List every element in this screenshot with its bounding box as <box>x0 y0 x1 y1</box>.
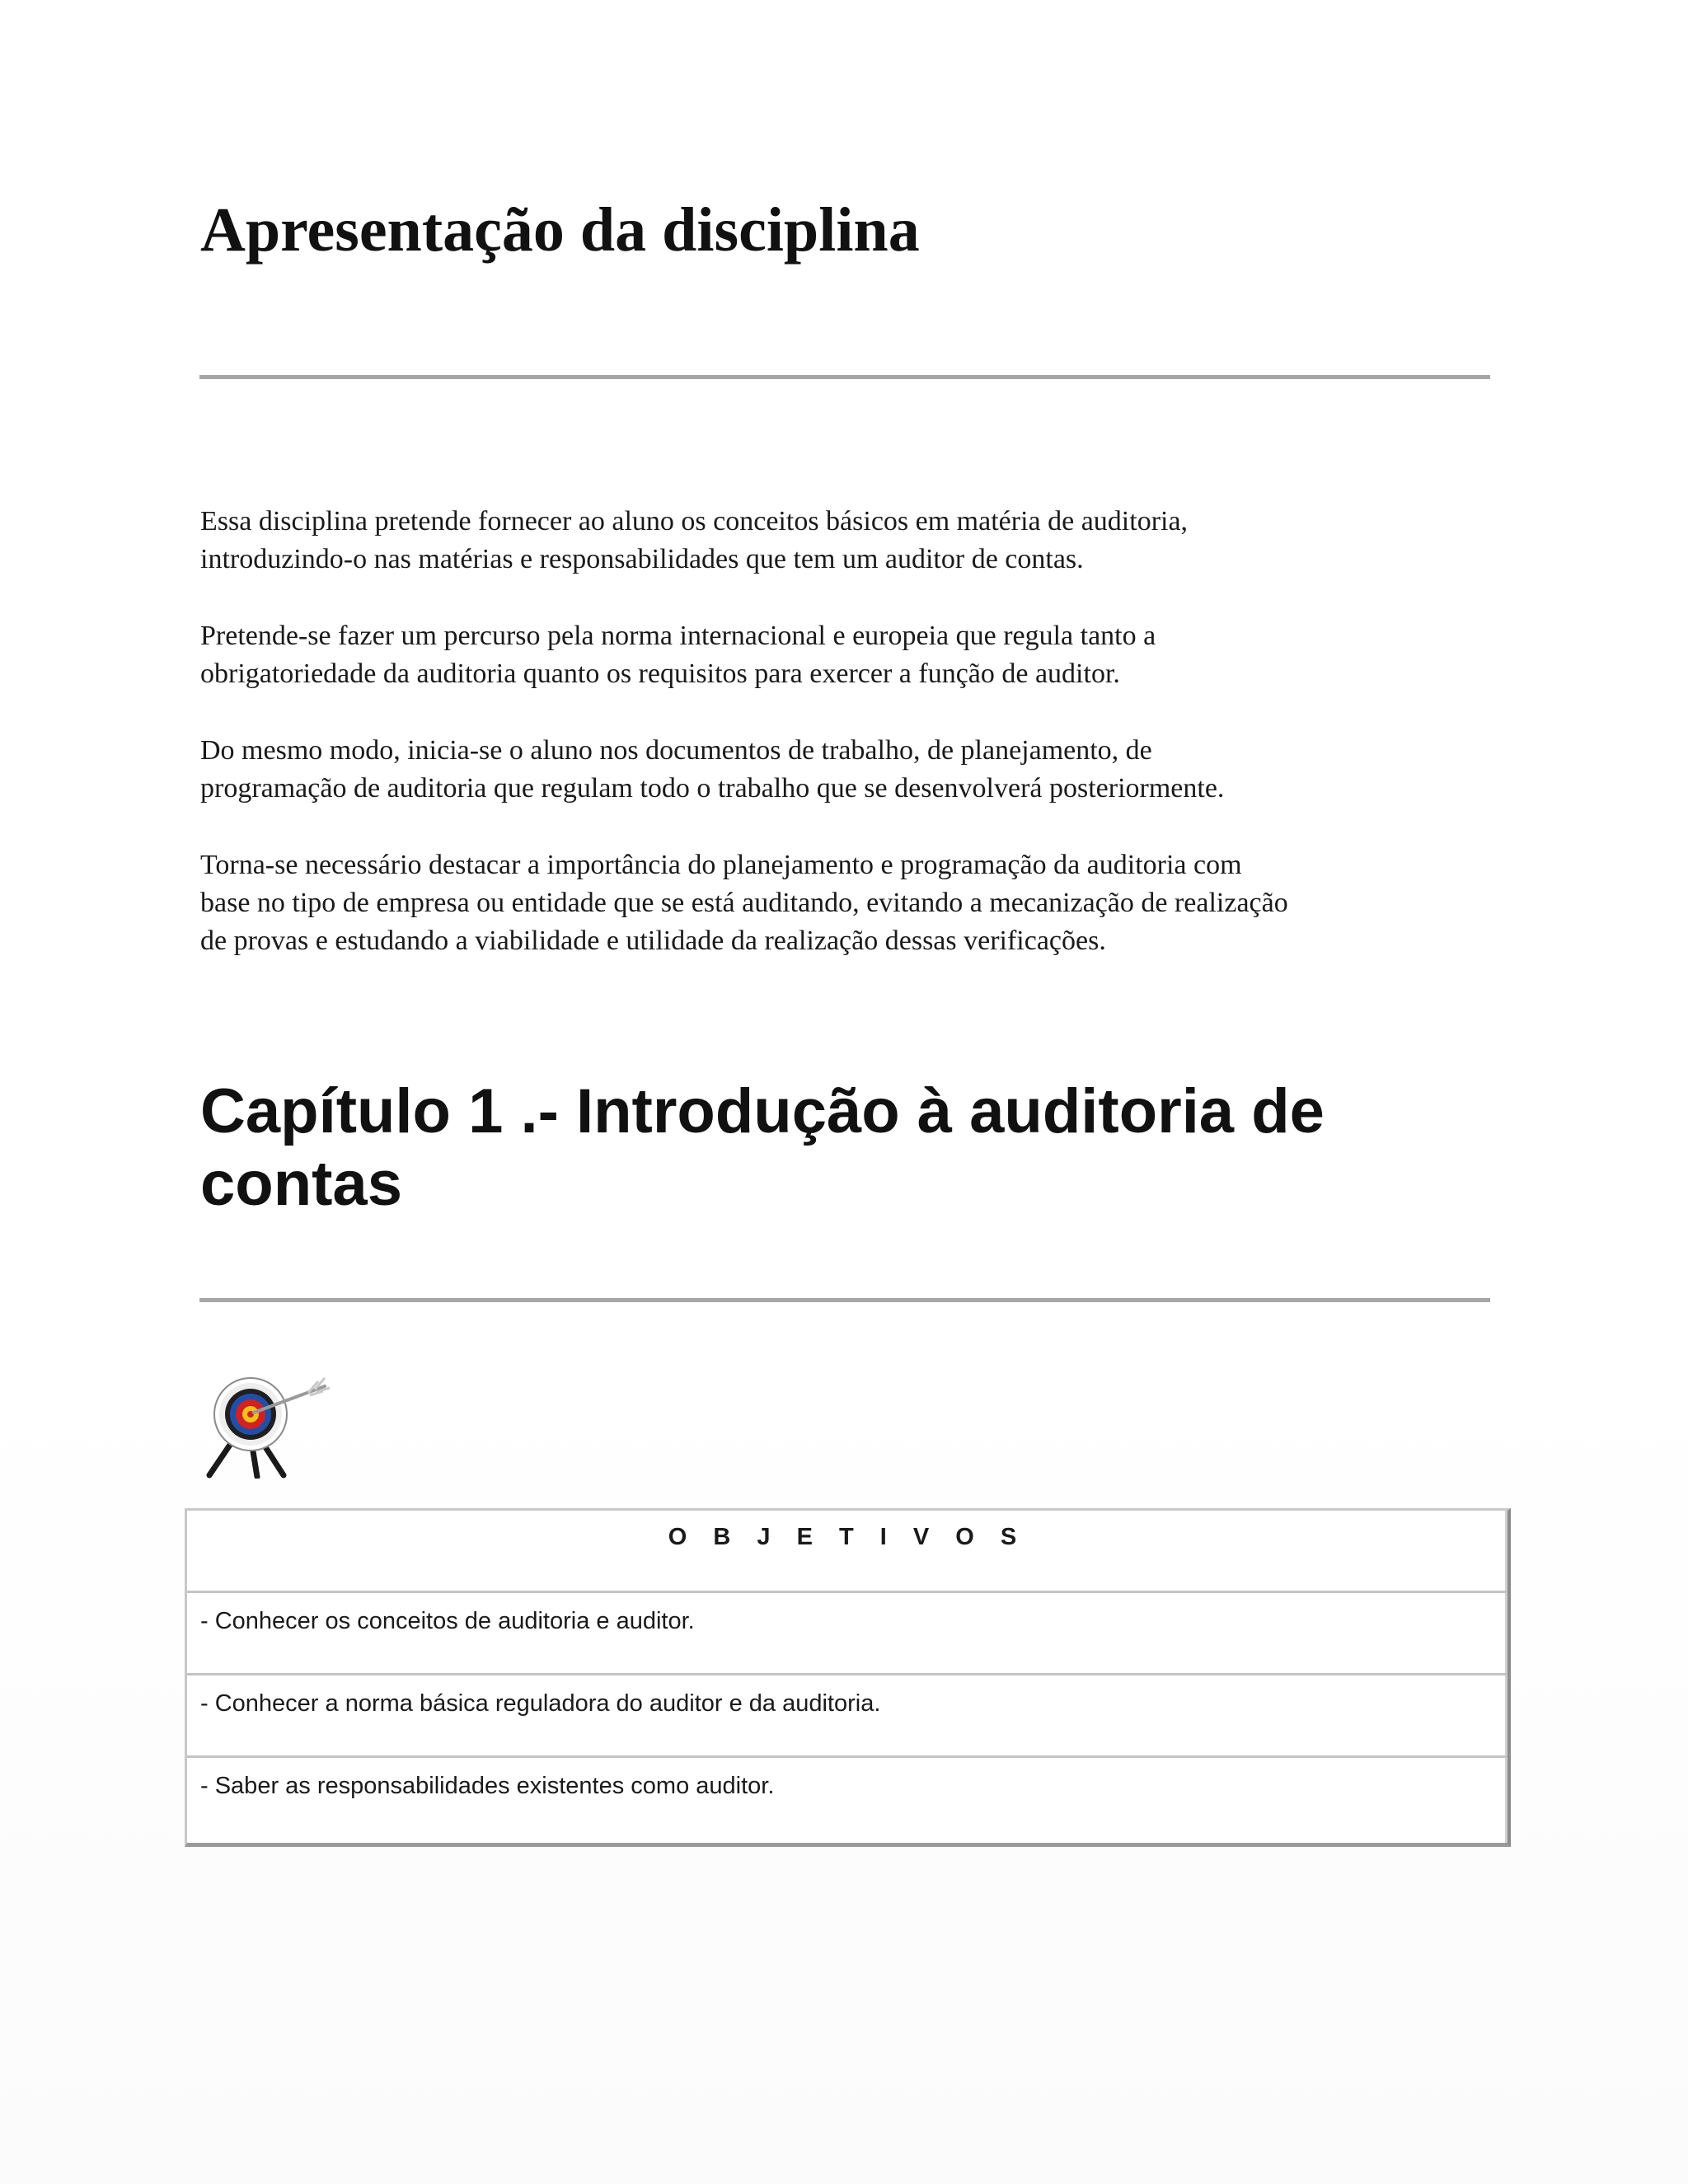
text-line: Essa disciplina pretende fornecer ao aluno os conceitos básicos em matéria de auditoria, <box>200 506 1189 537</box>
chapter-title-line: Capítulo 1 .- Introdução à auditoria de <box>200 1076 1325 1146</box>
text-line: introduzindo-o nas matérias e responsabilidades que tem um auditor de contas. <box>200 544 1084 574</box>
text-line: obrigatoriedade da auditoria quanto os requisitos para exercer a função de auditor. <box>200 658 1120 689</box>
paragraph <box>200 503 1519 579</box>
text-line: Do mesmo modo, inicia-se o aluno nos documentos de trabalho, de planejamento, de <box>200 735 1152 766</box>
objective-item: - Conhecer a norma básica reguladora do auditor e da auditoria. <box>187 1675 1507 1758</box>
paragraph <box>200 617 1519 693</box>
chapter-title-line: contas <box>200 1149 402 1219</box>
chapter-title <box>200 1076 1503 1221</box>
objectives-header: O B J E T I V O S <box>187 1511 1507 1593</box>
text-line: de provas e estudando a viabilidade e utilidade da realização dessas verificações. <box>200 926 1106 956</box>
text-line: Torna-se necessário destacar a importância do planejamento e programação da auditoria com <box>200 850 1242 880</box>
page-title: Apresentação da disciplina <box>200 195 920 265</box>
text-line: Pretende-se fazer um percurso pela norma internacional e europeia que regula tanto a <box>200 621 1156 651</box>
intro-text <box>200 503 1519 999</box>
target-with-arrow-icon <box>201 1375 331 1479</box>
objectives-table <box>185 1508 1511 1847</box>
horizontal-divider <box>199 375 1490 379</box>
paragraph <box>200 732 1519 808</box>
objective-item: - Saber as responsabilidades existentes como auditor. <box>187 1758 1507 1843</box>
objective-item: - Conhecer os conceitos de auditoria e auditor. <box>187 1593 1507 1675</box>
horizontal-divider <box>199 1298 1490 1302</box>
paragraph <box>200 846 1519 960</box>
text-line: base no tipo de empresa ou entidade que se está auditando, evitando a mecanização de realização <box>200 888 1288 918</box>
text-line: programação de auditoria que regulam todo o trabalho que se desenvolverá posteriormente. <box>200 773 1225 804</box>
